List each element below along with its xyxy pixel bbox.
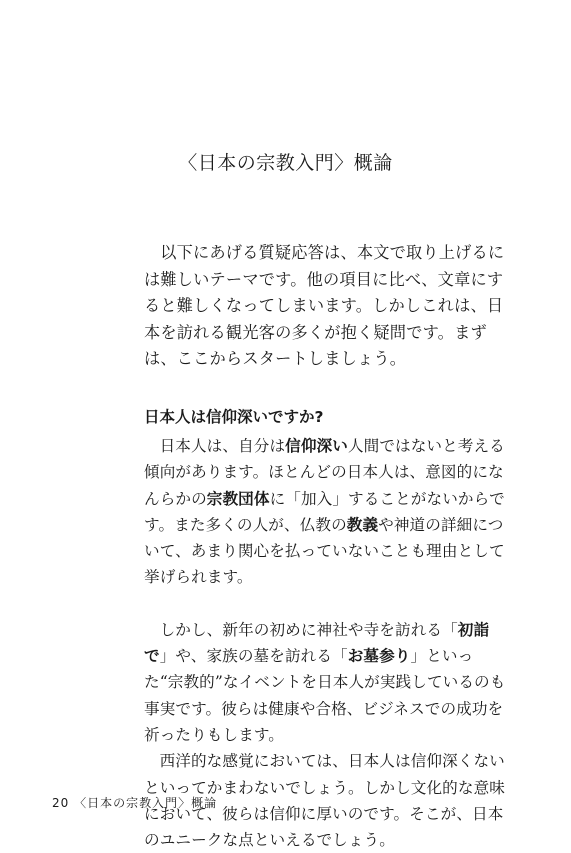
chapter-title: 〈日本の宗教入門〉概論 [178,152,393,174]
intro-block [144,240,508,373]
body-paragraph-2 [144,617,508,748]
page-number: 20 [52,796,70,810]
bold-term: 教義 [346,515,379,534]
text-run: 」や、家族の墓を訪れる「 [159,647,348,666]
text-run: しかし、新年の初めに神社や寺を訪れる「 [159,620,458,639]
bold-term: 信仰深い [285,437,348,455]
bold-term: お墓参り [347,647,411,666]
text-run: 日本人は、自分は [159,437,286,455]
text-run: 人間ではないと考える傾向があります。ほとんどの日本人は、意図的になんらかの [144,437,505,508]
section-body [144,433,508,853]
text-run: に「加入」することがないからです。また多くの人が、仏教の [144,489,505,534]
section-heading: 日本人は信仰深いですか? [144,408,324,426]
bold-term: 初詣で [144,620,490,666]
paragraph-gap [144,591,508,617]
running-title: 〈日本の宗教入門〉概論 [74,796,218,810]
body-paragraph-3: 西洋的な感覚においては、日本人は信仰深くないといってかまわないでしょう。しかし文化的な意味において、彼らは信仰に厚いのです。そこが、日本のユニークな点といえるでしょう。 [144,752,505,850]
bold-term: 宗教団体 [206,489,270,508]
text-run: や神道の詳細について、あまり関心を払っていないことも理由として挙げられます。 [144,515,505,587]
body-paragraph-1 [144,433,508,591]
text-run: 」といった“宗教的”なイベントを日本人が実践しているのも事実です。彼らは健康や合格、ビジネスでの成功を祈ったりもします。 [144,647,506,744]
page-footer [52,794,217,811]
intro-paragraph: 以下にあげる質疑応答は、本文で取り上げるには難しいテーマです。他の項目に比べ、文章にすると難しくなってしまいます。しかしこれは、日本を訪れる観光客の多くが抱く疑問です。まずは、ここからスタートしましょう。 [144,243,505,368]
